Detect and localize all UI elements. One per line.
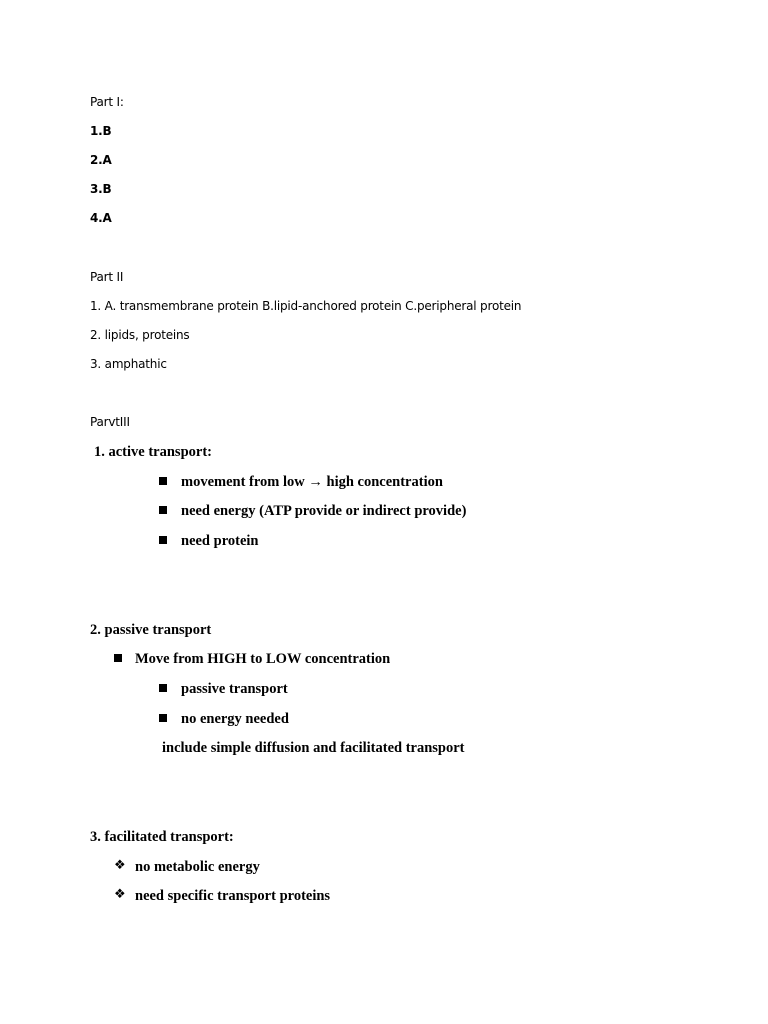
q2-sub-bullet-1: passive transport bbox=[181, 681, 288, 697]
q2-title: 2. passive transport bbox=[90, 622, 212, 638]
diamond-bullet-icon: ❖ bbox=[114, 887, 126, 902]
square-bullet-icon bbox=[159, 536, 167, 544]
square-bullet-icon bbox=[159, 477, 167, 485]
q2-sub-bullet-2: no energy needed bbox=[181, 711, 289, 727]
diamond-bullet-icon: ❖ bbox=[114, 858, 126, 873]
q3-title: 3. facilitated transport: bbox=[90, 829, 234, 845]
q1-bullet-1: movement from low → high concentration bbox=[181, 474, 443, 490]
q1-title: 1. active transport: bbox=[94, 444, 212, 460]
part2-item-1: 1. A. transmembrane protein B.lipid-anchored protein C.peripheral protein bbox=[90, 299, 522, 313]
part3-heading: ParvtIII bbox=[90, 415, 130, 429]
q2-main-bullet: Move from HIGH to LOW concentration bbox=[135, 651, 391, 667]
part2-item-3: 3. amphathic bbox=[90, 357, 167, 371]
part2-item-2: 2. lipids, proteins bbox=[90, 328, 190, 342]
q2-note: include simple diffusion and facilitated transport bbox=[162, 740, 465, 756]
q1-bullet-2: need energy (ATP provide or indirect provide) bbox=[181, 503, 467, 519]
square-bullet-icon bbox=[159, 684, 167, 692]
part1-answer-4: 4.A bbox=[90, 211, 112, 225]
q3-bullet-1: no metabolic energy bbox=[135, 859, 260, 875]
part1-answer-3: 3.B bbox=[90, 182, 112, 196]
part1-answer-2: 2.A bbox=[90, 153, 112, 167]
square-bullet-icon bbox=[159, 714, 167, 722]
q3-bullet-2: need specific transport proteins bbox=[135, 888, 331, 904]
square-bullet-icon bbox=[114, 654, 122, 662]
square-bullet-icon bbox=[159, 506, 167, 514]
part1-answer-1: 1.B bbox=[90, 124, 112, 138]
part1-heading: Part I: bbox=[90, 95, 124, 109]
q1-bullet-3: need protein bbox=[181, 533, 259, 549]
part2-heading: Part II bbox=[90, 270, 124, 284]
